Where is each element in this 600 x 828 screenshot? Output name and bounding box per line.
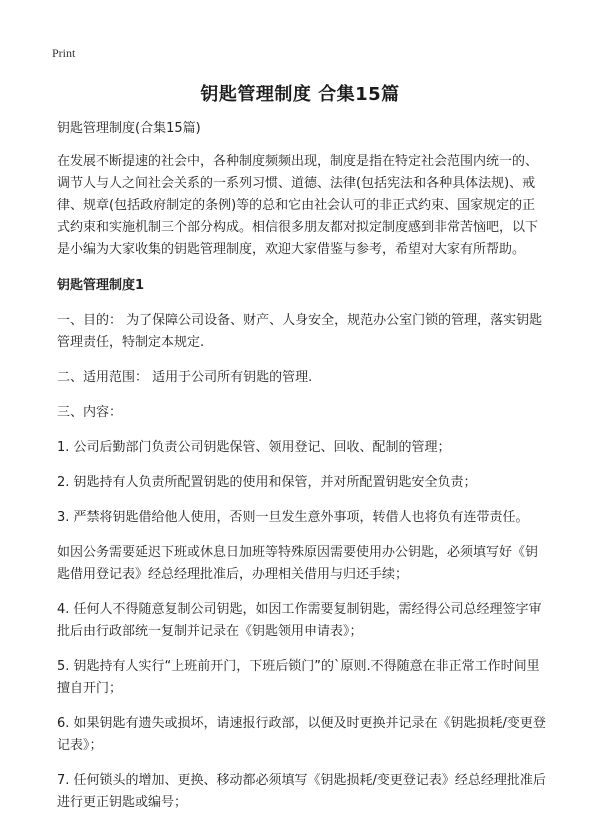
paragraph-item-5: 5. 钥匙持有人实行“上班前开门，下班后锁门”的`原则.不得随意在非正常工作时间里擅自开门； xyxy=(57,659,540,696)
paragraph-item-3: 3. 严禁将钥匙借给他人使用，否则一旦发生意外事项，转借人也将负有连带责任。 xyxy=(57,510,529,525)
paragraph-item-2: 2. 钥匙持有人负责所配置钥匙的使用和保管，并对所配置钥匙安全负责； xyxy=(57,475,477,490)
document-body xyxy=(57,118,547,827)
paragraph-item-7: 7. 任何锁头的增加、更换、移动都必须填写《钥匙损耗/变更登记表》经总经理批准后进行更正钥匙或编号； xyxy=(57,773,546,810)
paragraph-item-6: 6. 如果钥匙有遗失或损坏，请速报行政部，以便及时更换并记录在《钥匙损耗/变更登记表》； xyxy=(57,716,546,753)
paragraph-item-1: 1. 公司后勤部门负责公司钥匙保管、领用登记、回收、配制的管理； xyxy=(57,440,451,455)
paragraph-content-label: 三、内容： xyxy=(57,405,123,420)
paragraph-item-4: 4. 任何人不得随意复制公司钥匙，如因工作需要复制钥匙，需经得公司总经理签字审批后由行政部统一复制并记录在《钥匙领用申请表》； xyxy=(57,602,542,639)
print-label[interactable]: Print xyxy=(52,46,76,60)
page-title: 钥匙管理制度 合集15篇 xyxy=(200,84,400,105)
intro-paragraph: 在发展不断提速的社会中，各种制度频频出现，制度是指在特定社会范围内统一的、调节人与人之间社会关系的一系列习惯、道德、法律(包括宪法和各种具体法规)、戒律、规章(包括政府制定的条例)等的总和它由社会认可的非正式约束、国家规定的正式约束和实施机制三个部分构成。相信很多朋友都对拟定制度感到非常苦恼吧，以下是小编为大家收集的钥匙管理制度，欢迎大家借鉴与参考，希望对大家有所帮助。 xyxy=(57,154,539,257)
document-subtitle: 钥匙管理制度(合集15篇) xyxy=(57,121,201,136)
paragraph-borrow-note: 如因公务需要延迟下班或休息日加班等特殊原因需要使用办公钥匙，必须填写好《钥匙借用登记表》经总经理批准后，办理相关借用与归还手续； xyxy=(57,545,539,582)
paragraph-scope: 二、适用范围： 适用于公司所有钥匙的管理. xyxy=(57,370,313,385)
paragraph-purpose: 一、目的： 为了保障公司设备、财产、人身安全，规范办公室门锁的管理，落实钥匙管理责任，特制定本规定. xyxy=(57,313,543,350)
section-heading: 钥匙管理制度1 xyxy=(57,278,145,293)
